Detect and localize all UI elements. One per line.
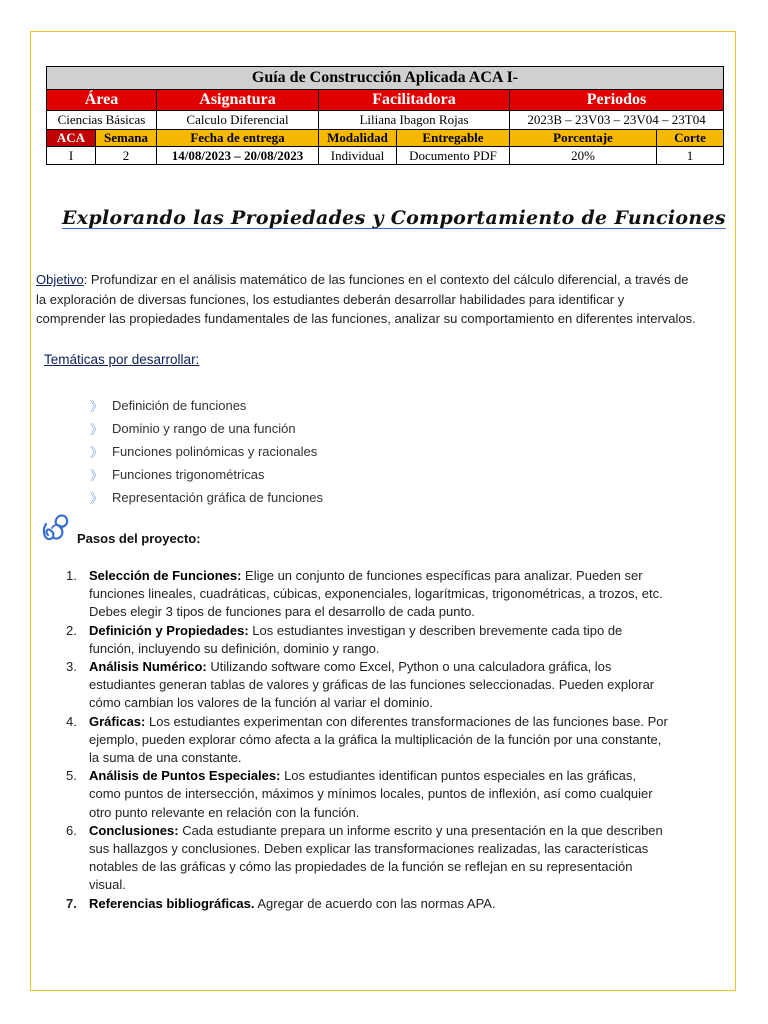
col-due-date-label: Fecha de entrega <box>157 130 319 147</box>
step-term: Definición y Propiedades: <box>89 622 249 638</box>
step-term: Gráficas: <box>89 713 146 729</box>
col-aca-label: ACA <box>47 130 96 147</box>
header-area-value: Ciencias Básicas <box>47 111 157 130</box>
list-item <box>58 713 668 768</box>
double-chevron-icon: 》 <box>90 422 104 437</box>
step-text: Agregar de acuerdo con las normas APA. <box>254 895 496 911</box>
paperclip-icon <box>40 510 72 544</box>
col-deliverable-label: Entregable <box>397 130 510 147</box>
list-item <box>90 440 323 463</box>
header-subject-value: Calculo Diferencial <box>157 111 319 130</box>
step-number: 3. <box>66 659 77 675</box>
col-modality-label: Modalidad <box>319 130 397 147</box>
objective-label: Objetivo <box>36 272 84 287</box>
step-term: Análisis de Puntos Especiales: <box>89 768 281 784</box>
col-modality-value: Individual <box>319 147 397 165</box>
objective-paragraph <box>36 270 696 329</box>
col-aca-value: I <box>47 147 96 165</box>
list-item <box>90 417 323 440</box>
col-cut-value: 1 <box>657 147 724 165</box>
step-number: 1. <box>66 568 77 583</box>
page-title: Explorando las Propiedades y Comportamiento de Funciones <box>62 207 726 229</box>
list-item <box>58 895 668 913</box>
step-text: Cada estudiante prepara un informe escrito y una presentación en la que describen sus hallazgos y conclusiones. Deben explicar las transformaciones realizadas, las características notables de las gráficas y cómo las propiedades de la función se reflejan en su representación visual. <box>89 822 663 893</box>
step-term: Conclusiones: <box>89 822 179 838</box>
topic-text: Funciones trigonométricas <box>112 467 265 482</box>
step-text: Los estudiantes experimentan con diferentes transformaciones de las funciones base. Por ejemplo, pueden explorar cómo afecta a la gráfica la multiplicación de la función por una constante, la suma de una constante. <box>89 713 668 766</box>
list-item <box>58 767 668 822</box>
step-term: Selección de Funciones: <box>89 568 242 583</box>
step-text: Utilizando software como Excel, Python o una calculadora gráfica, los estudiantes generan tablas de valores y gráficas de las funciones seleccionadas. Pueden explorar cómo cambian los valores de la función al variar el dominio. <box>89 659 655 711</box>
step-text: Los estudiantes identifican puntos especiales en las gráficas, como puntos de intersección, máximos y mínimos locales, puntos de inflexión, así como cualquier otro punto relevante en relación con la función. <box>89 768 653 820</box>
topic-text: Representación gráfica de funciones <box>112 490 324 505</box>
col-due-date-value: 14/08/2023 – 20/08/2023 <box>157 147 319 165</box>
list-item <box>58 567 668 622</box>
topic-text: Dominio y rango de una función <box>112 421 296 436</box>
topics-list <box>90 394 323 509</box>
objective-text: : Profundizar en el análisis matemático de las funciones en el contexto del cálculo diferencial, a través de la exploración de diversas funciones, los estudiantes deberán desarrollar habilidades para identificar y comprender las propiedades fundamentales de las funciones, analizar su comportamiento en diferentes intervalos. <box>36 272 696 326</box>
topic-text: Definición de funciones <box>112 398 247 413</box>
list-item <box>90 394 323 417</box>
topic-text: Funciones polinómicas y racionales <box>112 444 318 459</box>
double-chevron-icon: 》 <box>90 491 104 506</box>
list-item <box>58 658 668 713</box>
step-term: Referencias bibliográficas. <box>89 895 255 911</box>
course-header-table <box>46 66 724 165</box>
col-week-label: Semana <box>96 130 157 147</box>
topics-heading: Temáticas por desarrollar: <box>44 352 200 367</box>
double-chevron-icon: 》 <box>90 468 104 483</box>
header-facilitator-label: Facilitadora <box>319 90 510 111</box>
list-item <box>58 822 668 895</box>
col-percentage-label: Porcentaje <box>510 130 657 147</box>
step-number: 4. <box>66 713 77 729</box>
step-number: 6. <box>66 822 77 838</box>
header-subject-label: Asignatura <box>157 90 319 111</box>
list-item <box>90 486 323 509</box>
header-title: Guía de Construcción Aplicada ACA I- <box>47 67 724 90</box>
col-week-value: 2 <box>96 147 157 165</box>
header-facilitator-value: Liliana Ibagon Rojas <box>319 111 510 130</box>
step-text: Elige un conjunto de funciones específicas para analizar. Pueden ser funciones lineales, cuadráticas, cúbicas, exponenciales, logarítmicas, trigonométricas, a trozos, etc. Debes elegir 3 tipos de funciones para el desarrollo de cada punto. <box>89 568 663 620</box>
step-term: Análisis Numérico: <box>89 659 207 675</box>
double-chevron-icon: 》 <box>90 399 104 414</box>
step-text: Los estudiantes investigan y describen brevemente cada tipo de función, incluyendo su definición, dominio y rango. <box>89 622 623 656</box>
list-item <box>90 463 323 486</box>
col-cut-label: Corte <box>657 130 724 147</box>
col-deliverable-value: Documento PDF <box>397 147 510 165</box>
header-periods-value: 2023B – 23V03 – 23V04 – 23T04 <box>510 111 724 130</box>
header-area-label: Área <box>47 90 157 111</box>
step-number: 2. <box>66 622 77 638</box>
steps-heading: Pasos del proyecto: <box>77 531 201 546</box>
step-number: 7. <box>66 895 77 911</box>
list-item <box>58 622 668 658</box>
double-chevron-icon: 》 <box>90 445 104 460</box>
steps-list <box>58 567 668 913</box>
step-number: 5. <box>66 768 77 784</box>
col-percentage-value: 20% <box>510 147 657 165</box>
header-periods-label: Periodos <box>510 90 724 111</box>
